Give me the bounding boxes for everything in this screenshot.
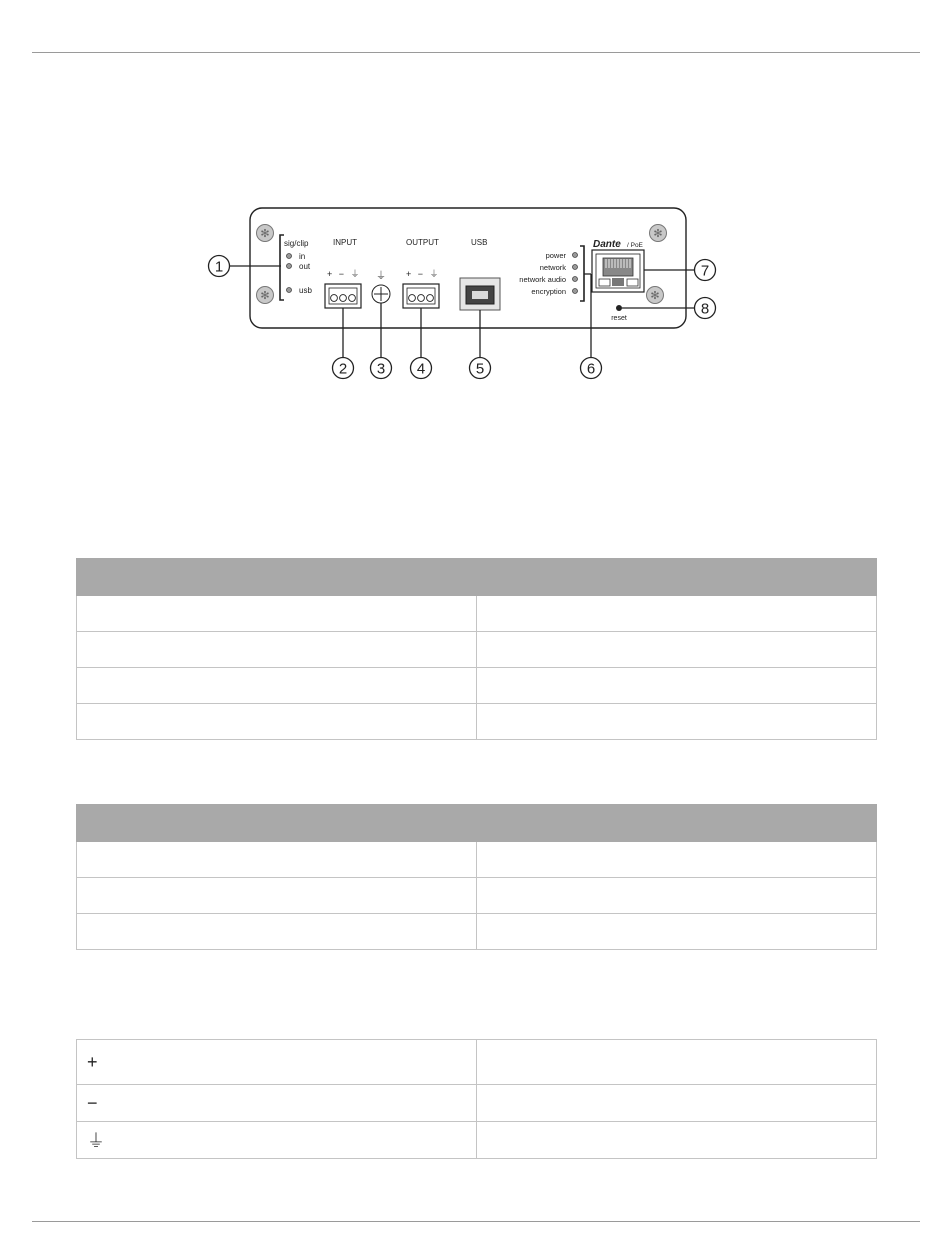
table-cell <box>477 704 877 740</box>
svg-text:4: 4 <box>416 360 426 378</box>
table-row <box>77 1122 877 1159</box>
status-led-label: encryption <box>531 287 566 296</box>
table-cell <box>77 878 477 914</box>
status-led-label: network audio <box>519 275 566 284</box>
pin-assignment-table <box>76 1039 877 1159</box>
table-row <box>77 596 877 632</box>
table-row <box>77 914 877 950</box>
table-row <box>77 1040 877 1085</box>
callout-4 <box>411 358 432 379</box>
callout-2 <box>333 358 354 379</box>
table-cell <box>477 1122 877 1159</box>
table-cell <box>77 842 477 878</box>
table-cell <box>477 842 877 878</box>
table-header-cell <box>477 559 877 596</box>
bottom-rule <box>32 1221 920 1222</box>
usb-led-label: usb <box>299 286 312 295</box>
out-led <box>287 264 292 269</box>
ethernet-port <box>592 250 644 292</box>
svg-text:✻: ✻ <box>260 290 270 302</box>
table-cell <box>77 668 477 704</box>
table-cell <box>477 1040 877 1085</box>
ground-symbol-cell: ⏚ <box>77 1122 477 1159</box>
svg-text:1: 1 <box>214 258 224 276</box>
status-led <box>573 265 578 270</box>
table-cell <box>477 668 877 704</box>
svg-text:✻: ✻ <box>650 290 660 302</box>
device-panel-diagram <box>0 0 950 420</box>
sig-clip-label: sig/clip <box>284 239 309 248</box>
status-led-label: power <box>545 251 566 260</box>
table-header-cell <box>77 559 477 596</box>
table-row <box>77 1085 877 1122</box>
output-label: OUTPUT <box>406 238 439 247</box>
table-cell <box>77 704 477 740</box>
in-led <box>287 254 292 259</box>
screw-icon <box>257 287 274 304</box>
svg-text:✻: ✻ <box>260 228 270 240</box>
svg-text:✻: ✻ <box>653 228 663 240</box>
svg-text:6: 6 <box>586 360 596 378</box>
dante-logo: Dante <box>593 239 621 250</box>
svg-text:5: 5 <box>475 360 485 378</box>
usb-label: USB <box>471 238 488 247</box>
screw-icon <box>650 225 667 242</box>
input-label: INPUT <box>333 238 357 247</box>
status-led-label: network <box>539 263 566 272</box>
minus-symbol-cell: − <box>77 1085 477 1122</box>
callout-5 <box>470 358 491 379</box>
callout-3 <box>371 358 392 379</box>
table-header-row <box>77 559 877 596</box>
input-pin-labels: + − ⏚ <box>327 269 362 279</box>
callout-1 <box>209 256 230 277</box>
table-cell <box>477 914 877 950</box>
table-header-row <box>77 805 877 842</box>
svg-text:7: 7 <box>700 262 710 280</box>
svg-text:3: 3 <box>376 360 386 378</box>
table-header-cell <box>77 805 477 842</box>
svg-text:8: 8 <box>700 300 710 318</box>
usb-b-port <box>460 278 500 310</box>
table-cell <box>77 596 477 632</box>
table-cell <box>477 1085 877 1122</box>
output-pin-labels: + − ⏚ <box>406 269 441 279</box>
out-label: out <box>299 262 311 271</box>
callout-7 <box>695 260 716 281</box>
table-cell <box>477 632 877 668</box>
table-row <box>77 842 877 878</box>
status-led <box>573 289 578 294</box>
table-cell <box>477 878 877 914</box>
table-row <box>77 668 877 704</box>
callout-8 <box>695 298 716 319</box>
output-connector <box>403 284 439 308</box>
input-connector <box>325 284 361 308</box>
table-row <box>77 704 877 740</box>
table-row <box>77 878 877 914</box>
screw-icon <box>647 287 664 304</box>
status-led <box>573 277 578 282</box>
svg-text:2: 2 <box>338 360 348 378</box>
spec-table-2 <box>76 804 877 950</box>
usb-led <box>287 288 292 293</box>
reset-button <box>616 305 622 311</box>
in-label: in <box>299 252 306 261</box>
poe-label: / PoE <box>627 242 643 249</box>
screw-icon <box>257 225 274 242</box>
spec-table-1 <box>76 558 877 740</box>
plus-symbol-cell: + <box>77 1040 477 1085</box>
ground-screw-icon <box>372 285 390 303</box>
status-led <box>573 253 578 258</box>
chassis-ground-symbol: ⏚ <box>376 271 386 282</box>
table-header-cell <box>477 805 877 842</box>
table-row <box>77 632 877 668</box>
reset-label: reset <box>611 315 627 322</box>
table-cell <box>77 914 477 950</box>
table-cell <box>77 632 477 668</box>
callout-6 <box>581 358 602 379</box>
table-cell <box>477 596 877 632</box>
